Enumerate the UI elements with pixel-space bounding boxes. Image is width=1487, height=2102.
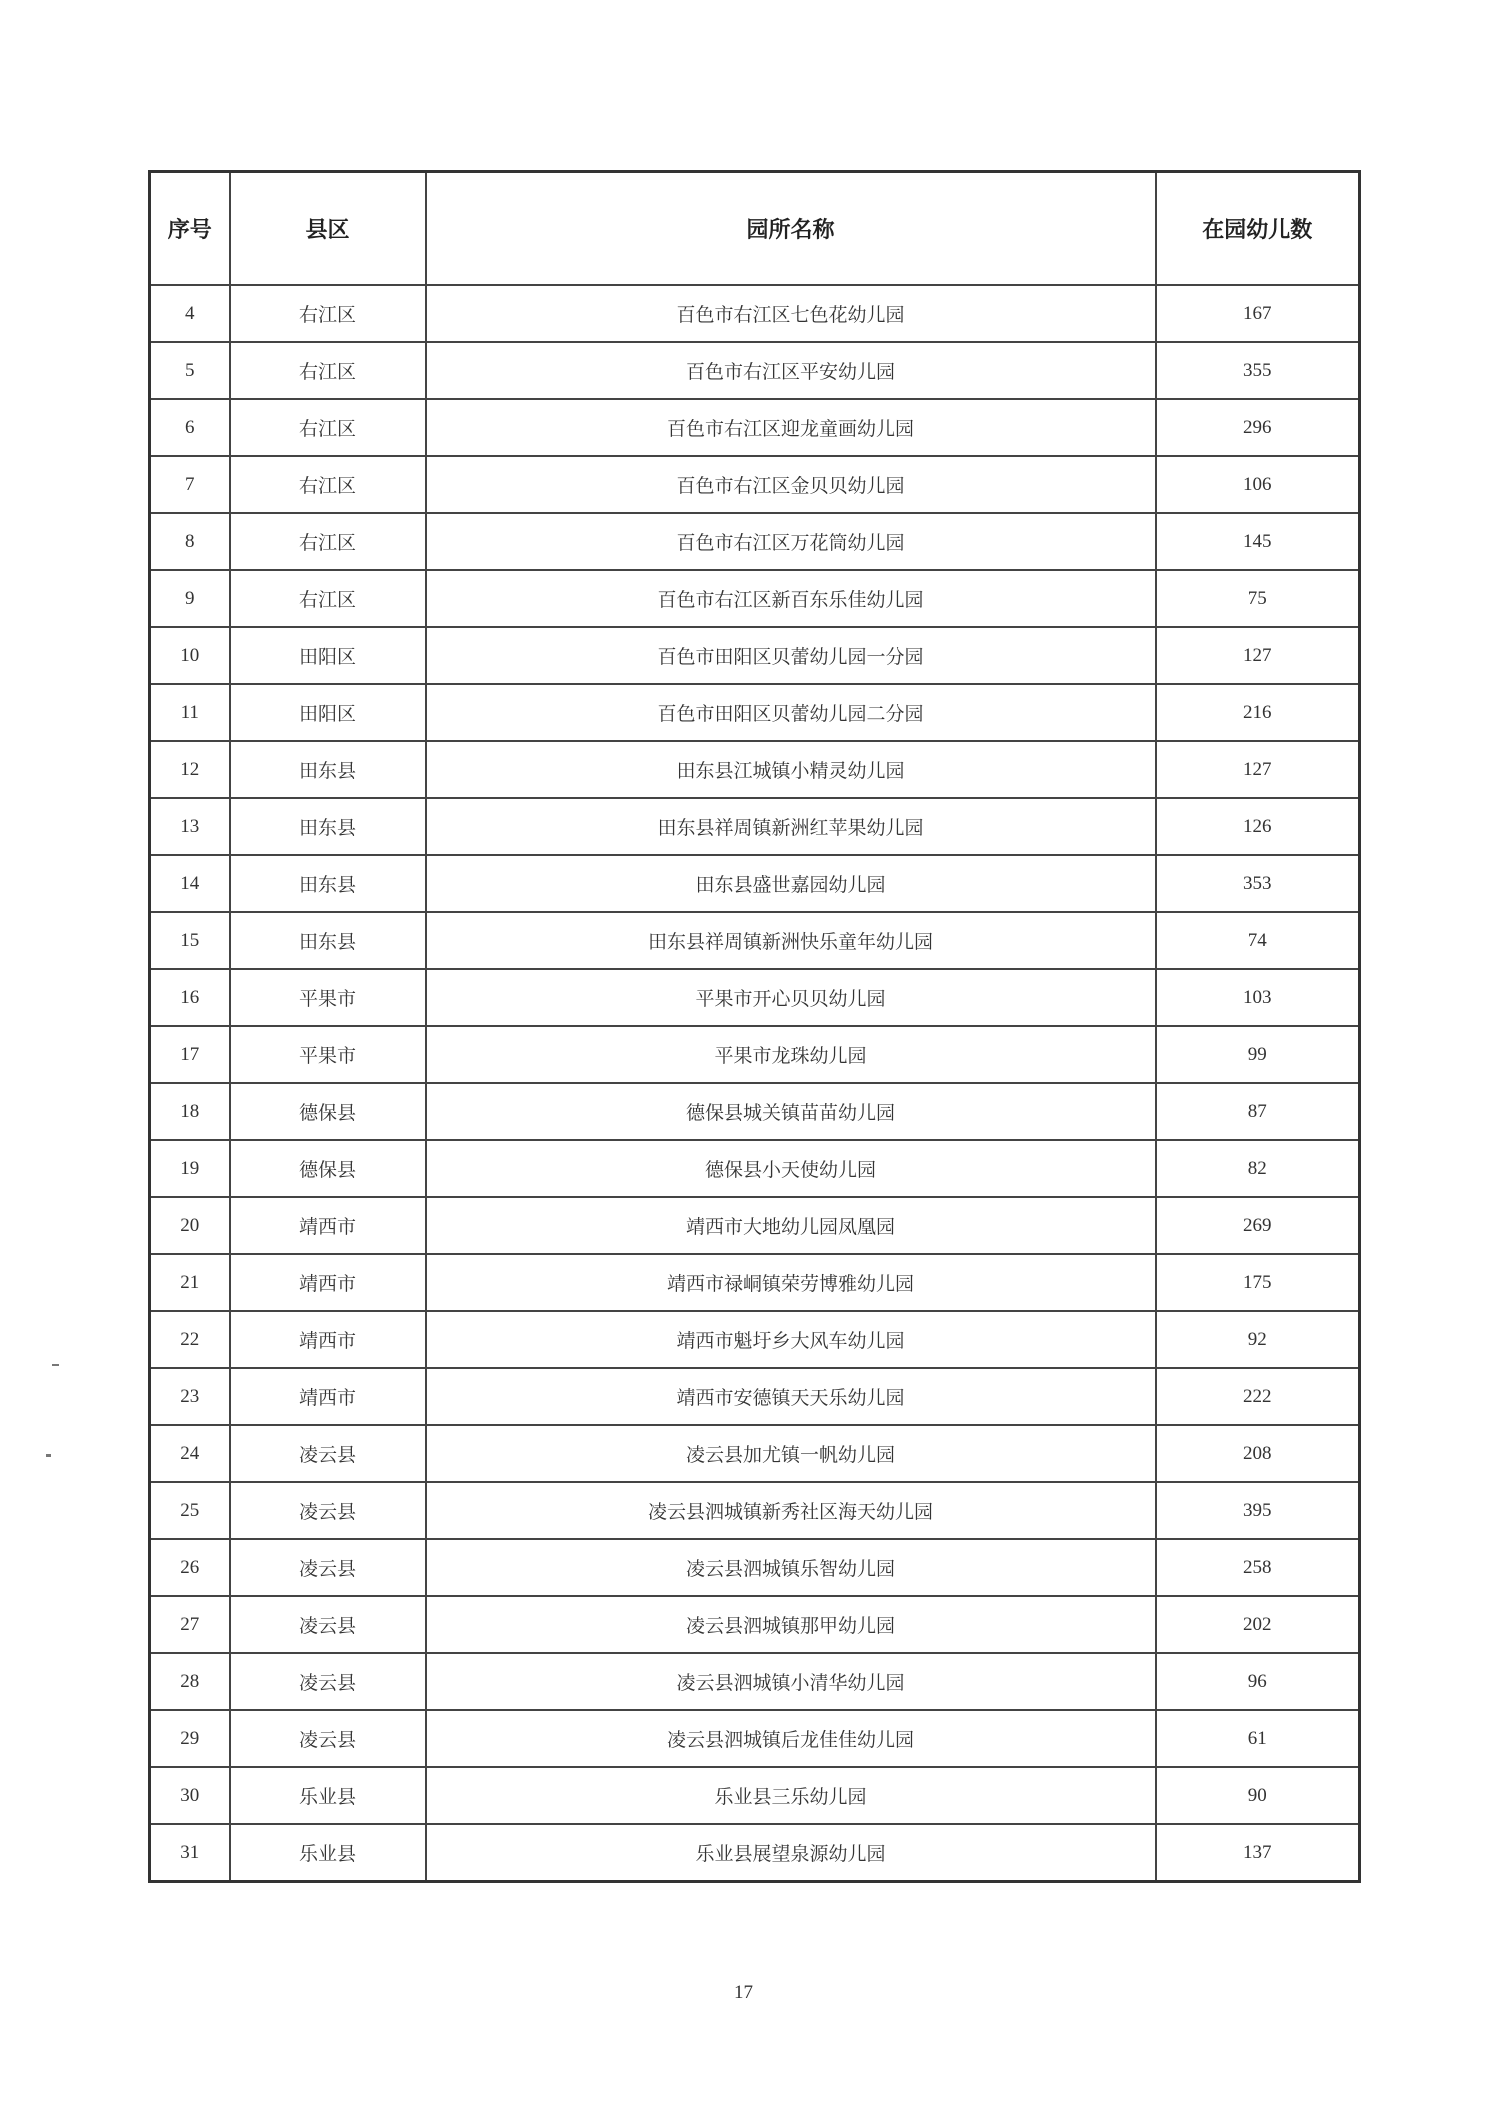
cell-count: 355 [1156, 342, 1360, 399]
cell-seq: 9 [150, 570, 230, 627]
cell-name: 凌云县泗城镇乐智幼儿园 [426, 1539, 1156, 1596]
cell-county: 右江区 [230, 456, 426, 513]
cell-county: 田阳区 [230, 684, 426, 741]
cell-seq: 17 [150, 1026, 230, 1083]
cell-count: 126 [1156, 798, 1360, 855]
cell-county: 田阳区 [230, 627, 426, 684]
cell-name: 百色市右江区金贝贝幼儿园 [426, 456, 1156, 513]
cell-count: 296 [1156, 399, 1360, 456]
cell-count: 353 [1156, 855, 1360, 912]
table-row [150, 1368, 1360, 1425]
cell-name: 百色市右江区新百东乐佳幼儿园 [426, 570, 1156, 627]
cell-seq: 19 [150, 1140, 230, 1197]
table-row [150, 570, 1360, 627]
cell-name: 靖西市魁圩乡大风车幼儿园 [426, 1311, 1156, 1368]
cell-name: 百色市田阳区贝蕾幼儿园一分园 [426, 627, 1156, 684]
cell-county: 凌云县 [230, 1425, 426, 1482]
cell-county: 靖西市 [230, 1368, 426, 1425]
cell-seq: 26 [150, 1539, 230, 1596]
header-name: 园所名称 [426, 172, 1156, 286]
table-row [150, 285, 1360, 342]
cell-name: 乐业县三乐幼儿园 [426, 1767, 1156, 1824]
cell-name: 德保县小天使幼儿园 [426, 1140, 1156, 1197]
cell-count: 74 [1156, 912, 1360, 969]
header-row [150, 172, 1360, 286]
table-row [150, 456, 1360, 513]
cell-name: 凌云县加尤镇一帆幼儿园 [426, 1425, 1156, 1482]
cell-name: 田东县江城镇小精灵幼儿园 [426, 741, 1156, 798]
cell-count: 222 [1156, 1368, 1360, 1425]
table-body [150, 285, 1360, 1882]
cell-seq: 16 [150, 969, 230, 1026]
cell-count: 127 [1156, 741, 1360, 798]
cell-county: 田东县 [230, 912, 426, 969]
cell-name: 凌云县泗城镇后龙佳佳幼儿园 [426, 1710, 1156, 1767]
cell-count: 216 [1156, 684, 1360, 741]
cell-seq: 5 [150, 342, 230, 399]
cell-seq: 27 [150, 1596, 230, 1653]
cell-name: 凌云县泗城镇新秀社区海天幼儿园 [426, 1482, 1156, 1539]
cell-seq: 10 [150, 627, 230, 684]
table-row [150, 1653, 1360, 1710]
cell-count: 92 [1156, 1311, 1360, 1368]
cell-count: 258 [1156, 1539, 1360, 1596]
table-row [150, 1539, 1360, 1596]
table-row [150, 912, 1360, 969]
scan-mark [52, 1364, 59, 1366]
cell-seq: 8 [150, 513, 230, 570]
cell-count: 90 [1156, 1767, 1360, 1824]
cell-count: 202 [1156, 1596, 1360, 1653]
cell-name: 平果市龙珠幼儿园 [426, 1026, 1156, 1083]
cell-count: 208 [1156, 1425, 1360, 1482]
cell-count: 175 [1156, 1254, 1360, 1311]
cell-county: 凌云县 [230, 1539, 426, 1596]
table-row [150, 684, 1360, 741]
cell-count: 82 [1156, 1140, 1360, 1197]
cell-name: 百色市右江区七色花幼儿园 [426, 285, 1156, 342]
table-row [150, 1767, 1360, 1824]
table-row [150, 798, 1360, 855]
cell-count: 145 [1156, 513, 1360, 570]
cell-county: 乐业县 [230, 1824, 426, 1882]
cell-name: 百色市右江区迎龙童画幼儿园 [426, 399, 1156, 456]
cell-seq: 22 [150, 1311, 230, 1368]
cell-name: 凌云县泗城镇小清华幼儿园 [426, 1653, 1156, 1710]
table-row [150, 1425, 1360, 1482]
cell-seq: 11 [150, 684, 230, 741]
cell-seq: 18 [150, 1083, 230, 1140]
cell-count: 167 [1156, 285, 1360, 342]
cell-county: 右江区 [230, 399, 426, 456]
cell-county: 田东县 [230, 855, 426, 912]
cell-county: 靖西市 [230, 1311, 426, 1368]
cell-seq: 13 [150, 798, 230, 855]
cell-count: 103 [1156, 969, 1360, 1026]
table-row [150, 1482, 1360, 1539]
cell-seq: 14 [150, 855, 230, 912]
cell-name: 百色市右江区万花筒幼儿园 [426, 513, 1156, 570]
cell-county: 右江区 [230, 342, 426, 399]
table-row [150, 1140, 1360, 1197]
cell-count: 99 [1156, 1026, 1360, 1083]
table-row [150, 969, 1360, 1026]
cell-seq: 6 [150, 399, 230, 456]
cell-count: 269 [1156, 1197, 1360, 1254]
table-row [150, 1596, 1360, 1653]
cell-county: 凌云县 [230, 1596, 426, 1653]
cell-name: 百色市右江区平安幼儿园 [426, 342, 1156, 399]
cell-county: 田东县 [230, 798, 426, 855]
cell-count: 106 [1156, 456, 1360, 513]
header-seq: 序号 [150, 172, 230, 286]
page-number: 17 [734, 1982, 753, 2003]
cell-name: 靖西市安德镇天天乐幼儿园 [426, 1368, 1156, 1425]
cell-name: 田东县祥周镇新洲快乐童年幼儿园 [426, 912, 1156, 969]
cell-county: 乐业县 [230, 1767, 426, 1824]
cell-seq: 31 [150, 1824, 230, 1882]
cell-county: 德保县 [230, 1083, 426, 1140]
cell-county: 右江区 [230, 285, 426, 342]
table-row [150, 399, 1360, 456]
cell-county: 右江区 [230, 570, 426, 627]
header-county: 县区 [230, 172, 426, 286]
cell-county: 靖西市 [230, 1254, 426, 1311]
table-row [150, 1311, 1360, 1368]
cell-name: 田东县盛世嘉园幼儿园 [426, 855, 1156, 912]
cell-seq: 7 [150, 456, 230, 513]
table-row [150, 741, 1360, 798]
cell-name: 乐业县展望泉源幼儿园 [426, 1824, 1156, 1882]
table-row [150, 1254, 1360, 1311]
cell-name: 平果市开心贝贝幼儿园 [426, 969, 1156, 1026]
cell-county: 凌云县 [230, 1653, 426, 1710]
kindergarten-table [148, 170, 1361, 1883]
cell-name: 田东县祥周镇新洲红苹果幼儿园 [426, 798, 1156, 855]
cell-count: 395 [1156, 1482, 1360, 1539]
cell-seq: 20 [150, 1197, 230, 1254]
scan-mark [46, 1454, 51, 1457]
cell-seq: 30 [150, 1767, 230, 1824]
table-row [150, 1197, 1360, 1254]
cell-seq: 4 [150, 285, 230, 342]
cell-seq: 15 [150, 912, 230, 969]
cell-seq: 21 [150, 1254, 230, 1311]
table-row [150, 342, 1360, 399]
cell-name: 靖西市禄峒镇荣劳博雅幼儿园 [426, 1254, 1156, 1311]
cell-county: 右江区 [230, 513, 426, 570]
cell-seq: 23 [150, 1368, 230, 1425]
cell-count: 96 [1156, 1653, 1360, 1710]
cell-name: 百色市田阳区贝蕾幼儿园二分园 [426, 684, 1156, 741]
cell-seq: 12 [150, 741, 230, 798]
cell-count: 61 [1156, 1710, 1360, 1767]
cell-name: 德保县城关镇苗苗幼儿园 [426, 1083, 1156, 1140]
table-row [150, 627, 1360, 684]
table-row [150, 1710, 1360, 1767]
cell-county: 靖西市 [230, 1197, 426, 1254]
cell-seq: 25 [150, 1482, 230, 1539]
table-row [150, 1026, 1360, 1083]
cell-name: 凌云县泗城镇那甲幼儿园 [426, 1596, 1156, 1653]
cell-count: 137 [1156, 1824, 1360, 1882]
header-count: 在园幼儿数 [1156, 172, 1360, 286]
cell-count: 87 [1156, 1083, 1360, 1140]
table-row [150, 513, 1360, 570]
cell-county: 德保县 [230, 1140, 426, 1197]
cell-count: 75 [1156, 570, 1360, 627]
cell-seq: 28 [150, 1653, 230, 1710]
cell-name: 靖西市大地幼儿园凤凰园 [426, 1197, 1156, 1254]
cell-county: 平果市 [230, 969, 426, 1026]
table-row [150, 1824, 1360, 1882]
cell-county: 平果市 [230, 1026, 426, 1083]
cell-seq: 24 [150, 1425, 230, 1482]
table-header [150, 172, 1360, 286]
cell-seq: 29 [150, 1710, 230, 1767]
cell-count: 127 [1156, 627, 1360, 684]
table-row [150, 855, 1360, 912]
table-row [150, 1083, 1360, 1140]
cell-county: 凌云县 [230, 1710, 426, 1767]
cell-county: 田东县 [230, 741, 426, 798]
cell-county: 凌云县 [230, 1482, 426, 1539]
